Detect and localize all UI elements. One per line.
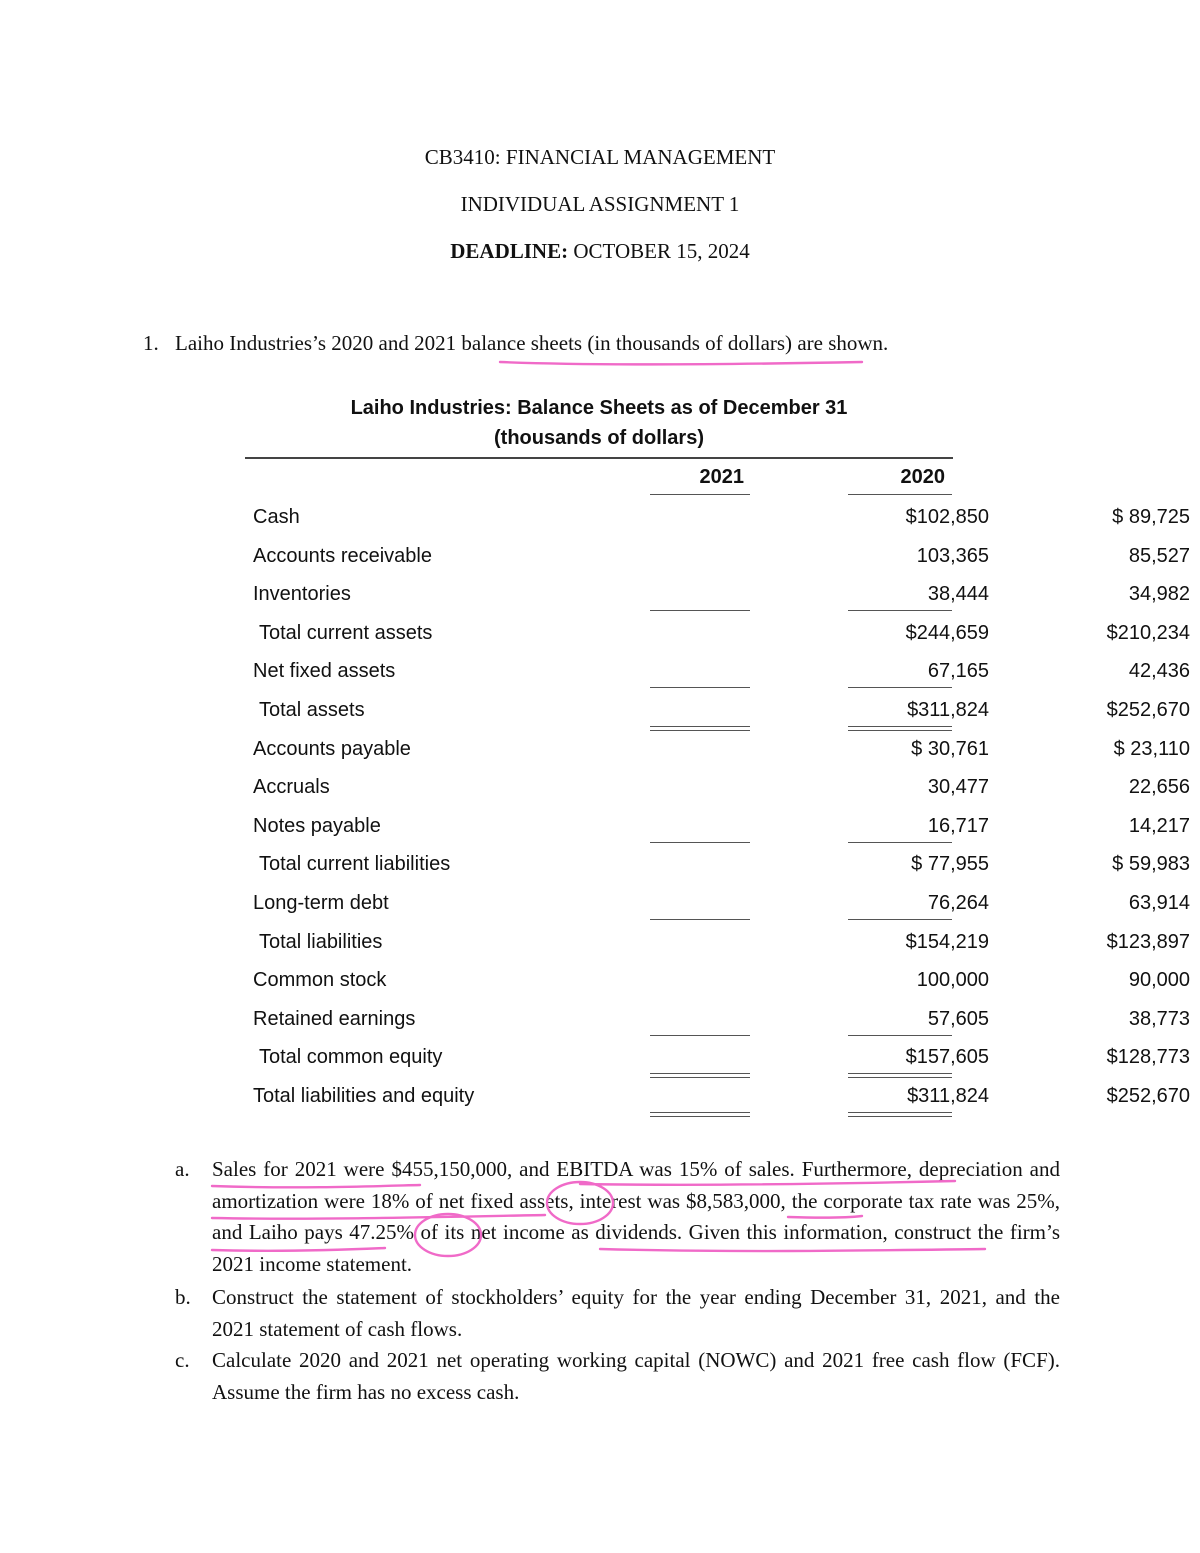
row-label: Inventories — [253, 583, 351, 606]
value-2021: 38,444 — [927, 583, 989, 606]
single-underline-2020 — [848, 610, 952, 611]
value-2021: 57,605 — [927, 1007, 989, 1030]
question-highlighted-text: balance sheets (in thousands of dollars) — [461, 331, 793, 355]
row-label: Total liabilities — [259, 930, 383, 953]
value-2021: 103,365 — [916, 544, 989, 567]
table-row — [245, 583, 1190, 621]
value-2021: $ 30,761 — [911, 737, 989, 760]
row-label: Cash — [253, 506, 300, 528]
single-underline-2020 — [848, 687, 952, 688]
part-b-letter: b. — [175, 1285, 191, 1309]
value-2020: $128,773 — [1106, 1046, 1190, 1069]
row-label: Total current assets — [259, 621, 433, 644]
value-2021: $311,824 — [907, 699, 989, 721]
value-2021: $244,659 — [905, 621, 989, 644]
row-label: Long-term debt — [253, 892, 389, 914]
single-underline-2021 — [650, 919, 750, 920]
column-header-2020: 2020 — [900, 466, 945, 488]
value-2021: $311,824 — [907, 1085, 989, 1107]
value-2020: 90,000 — [1128, 969, 1190, 992]
row-label: Net fixed assets — [253, 660, 396, 683]
row-label: Total liabilities and equity — [253, 1085, 475, 1107]
value-2020: $ 89,725 — [1112, 506, 1190, 528]
double-underline-2021 — [650, 1073, 750, 1078]
single-underline-2020 — [848, 842, 952, 843]
single-underline-2021 — [650, 842, 750, 843]
value-2021: 67,165 — [927, 660, 989, 683]
table-row — [245, 1007, 1190, 1046]
row-label: Total common equity — [259, 1046, 443, 1069]
value-2020: 14,217 — [1128, 814, 1190, 837]
header-underline-2021 — [650, 494, 750, 495]
value-2021: 16,717 — [927, 814, 989, 837]
value-2021: 76,264 — [927, 892, 989, 914]
single-underline-2020 — [848, 1035, 952, 1036]
part-c — [175, 1345, 1060, 1408]
value-2020: 85,527 — [1128, 544, 1190, 567]
part-c-letter: c. — [175, 1348, 190, 1372]
table-row — [245, 660, 1190, 698]
course-title: CB3410: FINANCIAL MANAGEMENT — [424, 145, 776, 169]
value-2020: $ 59,983 — [1112, 853, 1190, 876]
single-underline-2021 — [650, 1035, 750, 1036]
part-a — [175, 1154, 1060, 1280]
assignment-title: INDIVIDUAL ASSIGNMENT 1 — [460, 192, 740, 216]
row-label: Retained earnings — [253, 1007, 416, 1030]
value-2020: 38,773 — [1128, 1007, 1190, 1030]
row-label: Accruals — [253, 776, 330, 799]
value-2021: $157,605 — [905, 1046, 989, 1069]
double-underline-2020 — [848, 1112, 952, 1117]
question-text-start: Laiho Industries’s 2020 and 2021 — [175, 331, 462, 355]
value-2021: 30,477 — [927, 776, 989, 799]
part-a-text: Sales for 2021 were $455,150,000, and EBITDA was 15% of sales. Furthermore, depreciation and amortization were 18% of net fixed assets, interest was $8,583,000, the corporate tax rate was 25%, and Laiho pays 47.25% of its net income as dividends. Given this information, construct the firm’s 2021 income statement. — [212, 1157, 1060, 1276]
row-label: Total assets — [259, 699, 365, 721]
double-underline-2020 — [848, 726, 952, 731]
table-row — [245, 506, 1190, 544]
row-label: Common stock — [253, 969, 387, 992]
value-2020: $210,234 — [1106, 621, 1190, 644]
table-row — [245, 1085, 1190, 1123]
double-underline-2021 — [650, 1112, 750, 1117]
table-row — [245, 699, 1190, 737]
value-2020: 42,436 — [1128, 660, 1190, 683]
value-2020: $252,670 — [1106, 699, 1190, 721]
table-row — [245, 930, 1190, 969]
question-text-end: are shown. — [792, 331, 889, 355]
table-subtitle: (thousands of dollars) — [494, 427, 704, 449]
table-title: Laiho Industries: Balance Sheets as of December 31 — [350, 397, 848, 419]
table-row — [245, 814, 1190, 853]
single-underline-2021 — [650, 610, 750, 611]
table-row — [245, 853, 1190, 891]
row-label: Notes payable — [253, 814, 381, 837]
table-row — [245, 737, 1190, 776]
header-underline-2020 — [848, 494, 952, 495]
deadline-date: OCTOBER 15, 2024 — [568, 239, 750, 263]
table-row — [245, 621, 1190, 660]
table-row — [245, 969, 1190, 1007]
value-2020: $123,897 — [1106, 930, 1190, 953]
value-2021: 100,000 — [916, 969, 989, 992]
underline-balance-sheets — [500, 362, 862, 364]
double-underline-2020 — [848, 1073, 952, 1078]
part-b — [175, 1282, 1060, 1345]
row-label: Total current liabilities — [259, 853, 451, 876]
table-row — [245, 1046, 1190, 1084]
single-underline-2020 — [848, 919, 952, 920]
part-b-text: Construct the statement of stockholders’ equity for the year ending December 31, 2021, and the 2021 statement of cash flows. — [212, 1285, 1060, 1341]
table-row — [245, 544, 1190, 583]
question-number: 1. — [143, 331, 159, 355]
part-a-letter: a. — [175, 1157, 190, 1181]
table-row — [245, 776, 1190, 814]
deadline-label: DEADLINE: — [450, 239, 569, 263]
value-2020: 22,656 — [1128, 776, 1190, 799]
table-top-rule — [245, 457, 953, 459]
value-2021: $102,850 — [905, 506, 989, 528]
value-2021: $154,219 — [905, 930, 989, 953]
table-row — [245, 892, 1190, 930]
value-2020: 63,914 — [1128, 892, 1190, 914]
deadline-line — [0, 239, 1200, 264]
value-2021: $ 77,955 — [911, 853, 989, 876]
double-underline-2021 — [650, 726, 750, 731]
row-label: Accounts payable — [253, 737, 411, 760]
single-underline-2021 — [650, 687, 750, 688]
value-2020: $ 23,110 — [1113, 737, 1190, 760]
part-c-text: Calculate 2020 and 2021 net operating working capital (NOWC) and 2021 free cash flow (FCF). Assume the firm has no excess cash. — [212, 1348, 1060, 1404]
row-label: Accounts receivable — [253, 544, 432, 567]
value-2020: $252,670 — [1106, 1085, 1190, 1107]
question-1 — [143, 331, 888, 356]
column-header-2021: 2021 — [699, 466, 744, 488]
value-2020: 34,982 — [1128, 583, 1190, 606]
